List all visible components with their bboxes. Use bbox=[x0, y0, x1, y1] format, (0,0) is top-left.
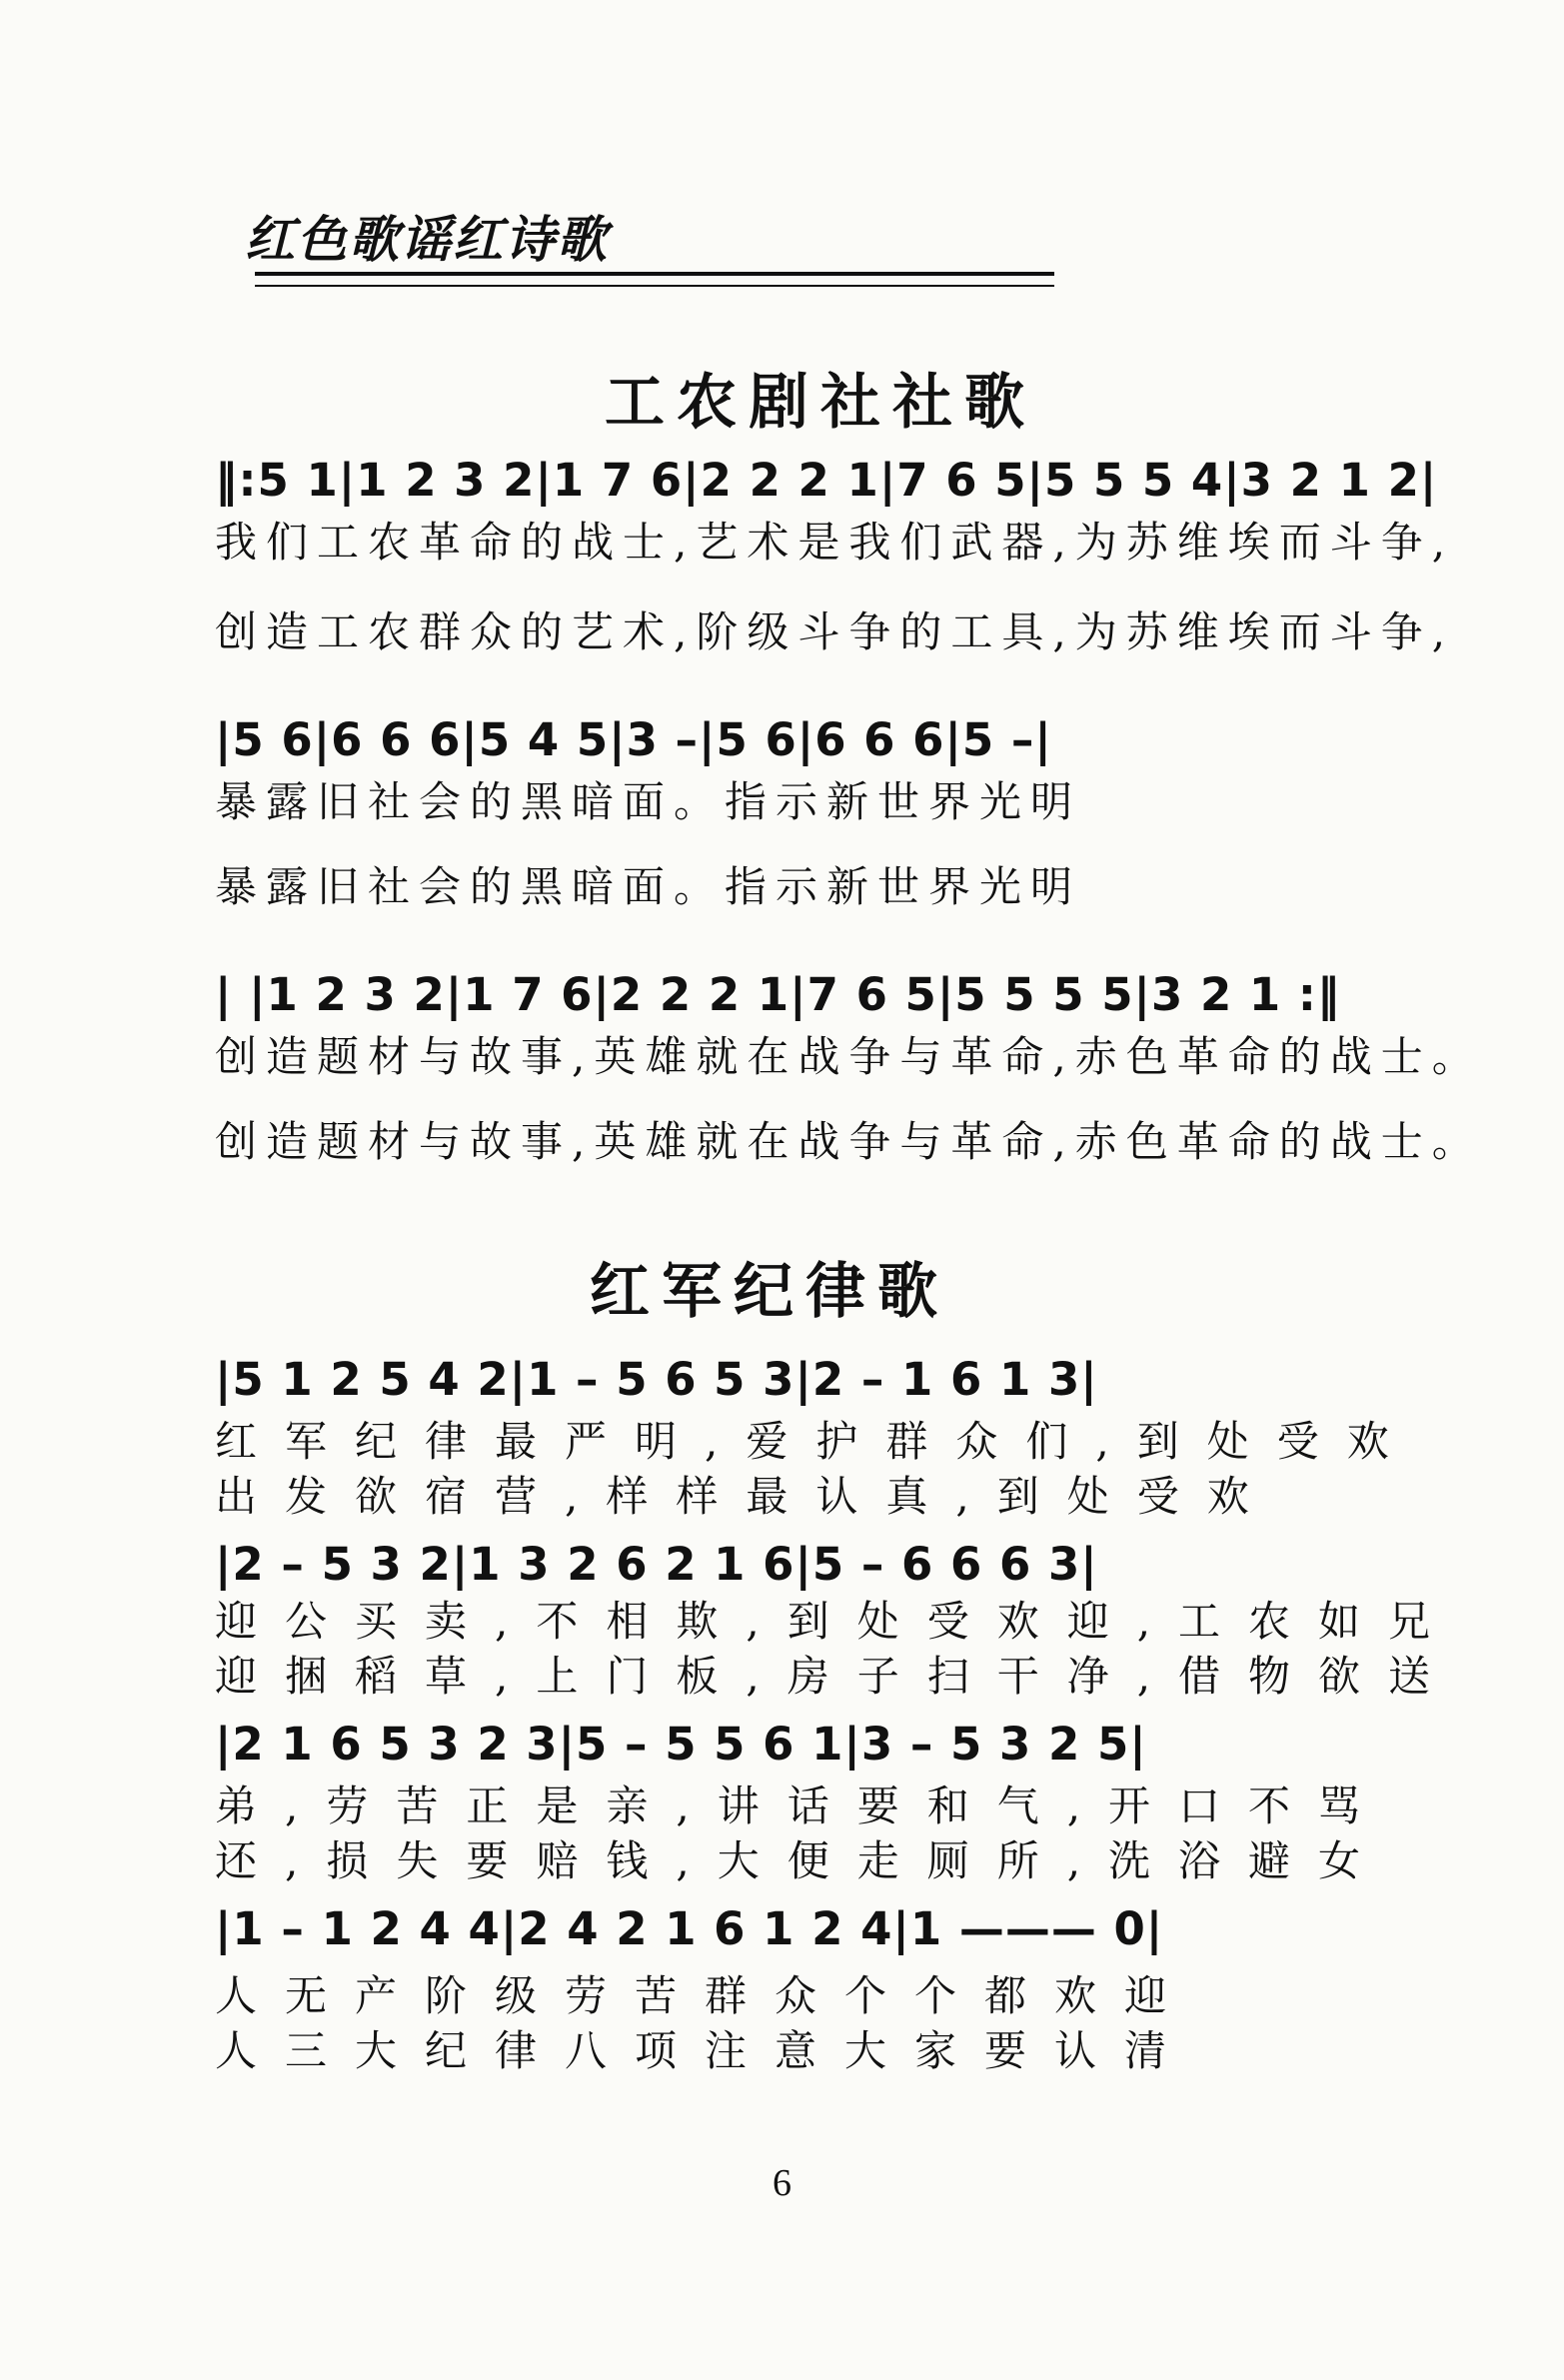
notation-line: |5 1 2 5 4 2|1 – 5 6 5 3|2 – 1 6 1 3| bbox=[215, 1352, 1098, 1406]
lyric-line: 暴露旧社会的黑暗面。指示新世界光明 bbox=[215, 777, 1082, 826]
header-rule-thick bbox=[255, 272, 1054, 276]
lyric-line: 创造题材与故事,英雄就在战争与革命,赤色革命的战士。 bbox=[215, 1032, 1483, 1081]
lyric-line: 出发欲宿营,样样最认真,到处受欢 bbox=[215, 1472, 1277, 1521]
page-number: 6 bbox=[773, 2162, 791, 2204]
lyric-line: 人无产阶级劳苦群众个个都欢迎 bbox=[215, 1971, 1195, 2020]
lyric-line: 迎捆稻草,上门板,房子扫干净,借物欲送 bbox=[215, 1652, 1459, 1701]
notation-line: |2 – 5 3 2|1 3 2 6 2 1 6|5 – 6 6 6 3| bbox=[215, 1537, 1098, 1591]
song-title: 工农剧社社歌 bbox=[605, 368, 1036, 438]
running-header: 红色歌谣红诗歌 bbox=[245, 210, 609, 269]
notation-line: ‖:5 1|1 2 3 2|1 7 6|2 2 2 1|7 6 5|5 5 5 4|3 2 1 2| bbox=[215, 453, 1438, 507]
header-rule-thin bbox=[255, 285, 1054, 287]
lyric-line: 还,损失要赔钱,大便走厕所,洗浴避女 bbox=[215, 1836, 1389, 1885]
lyric-line: 红军纪律最严明,爱护群众们,到处受欢 bbox=[215, 1417, 1417, 1466]
notation-line: |5 6|6 6 6|5 4 5|3 –|5 6|6 6 6|5 –| bbox=[215, 712, 1052, 766]
notation-line: |2 1 6 5 3 2 3|5 – 5 5 6 1|3 – 5 3 2 5| bbox=[215, 1717, 1147, 1771]
lyric-line: 迎公买卖,不相欺,到处受欢迎,工农如兄 bbox=[215, 1597, 1459, 1646]
lyric-line: 创造工农群众的艺术,阶级斗争的工具,为苏维埃而斗争, bbox=[215, 607, 1455, 656]
lyric-line: 暴露旧社会的黑暗面。指示新世界光明 bbox=[215, 862, 1082, 911]
lyric-line: 创造题材与故事,英雄就在战争与革命,赤色革命的战士。 bbox=[215, 1117, 1483, 1166]
lyric-line: 我们工农革命的战士,艺术是我们武器,为苏维埃而斗争, bbox=[215, 518, 1455, 567]
notation-line: |1 – 1 2 4 4|2 4 2 1 6 1 2 4|1 ——— 0| bbox=[215, 1901, 1164, 1955]
lyric-line: 弟,劳苦正是亲,讲话要和气,开口不骂 bbox=[215, 1782, 1389, 1830]
song-title: 红军纪律歌 bbox=[590, 1257, 949, 1327]
notation-line: | |1 2 3 2|1 7 6|2 2 2 1|7 6 5|5 5 5 5|3 2 1 :‖ bbox=[215, 967, 1341, 1021]
lyric-line: 人三大纪律八项注意大家要认清 bbox=[215, 2026, 1195, 2075]
